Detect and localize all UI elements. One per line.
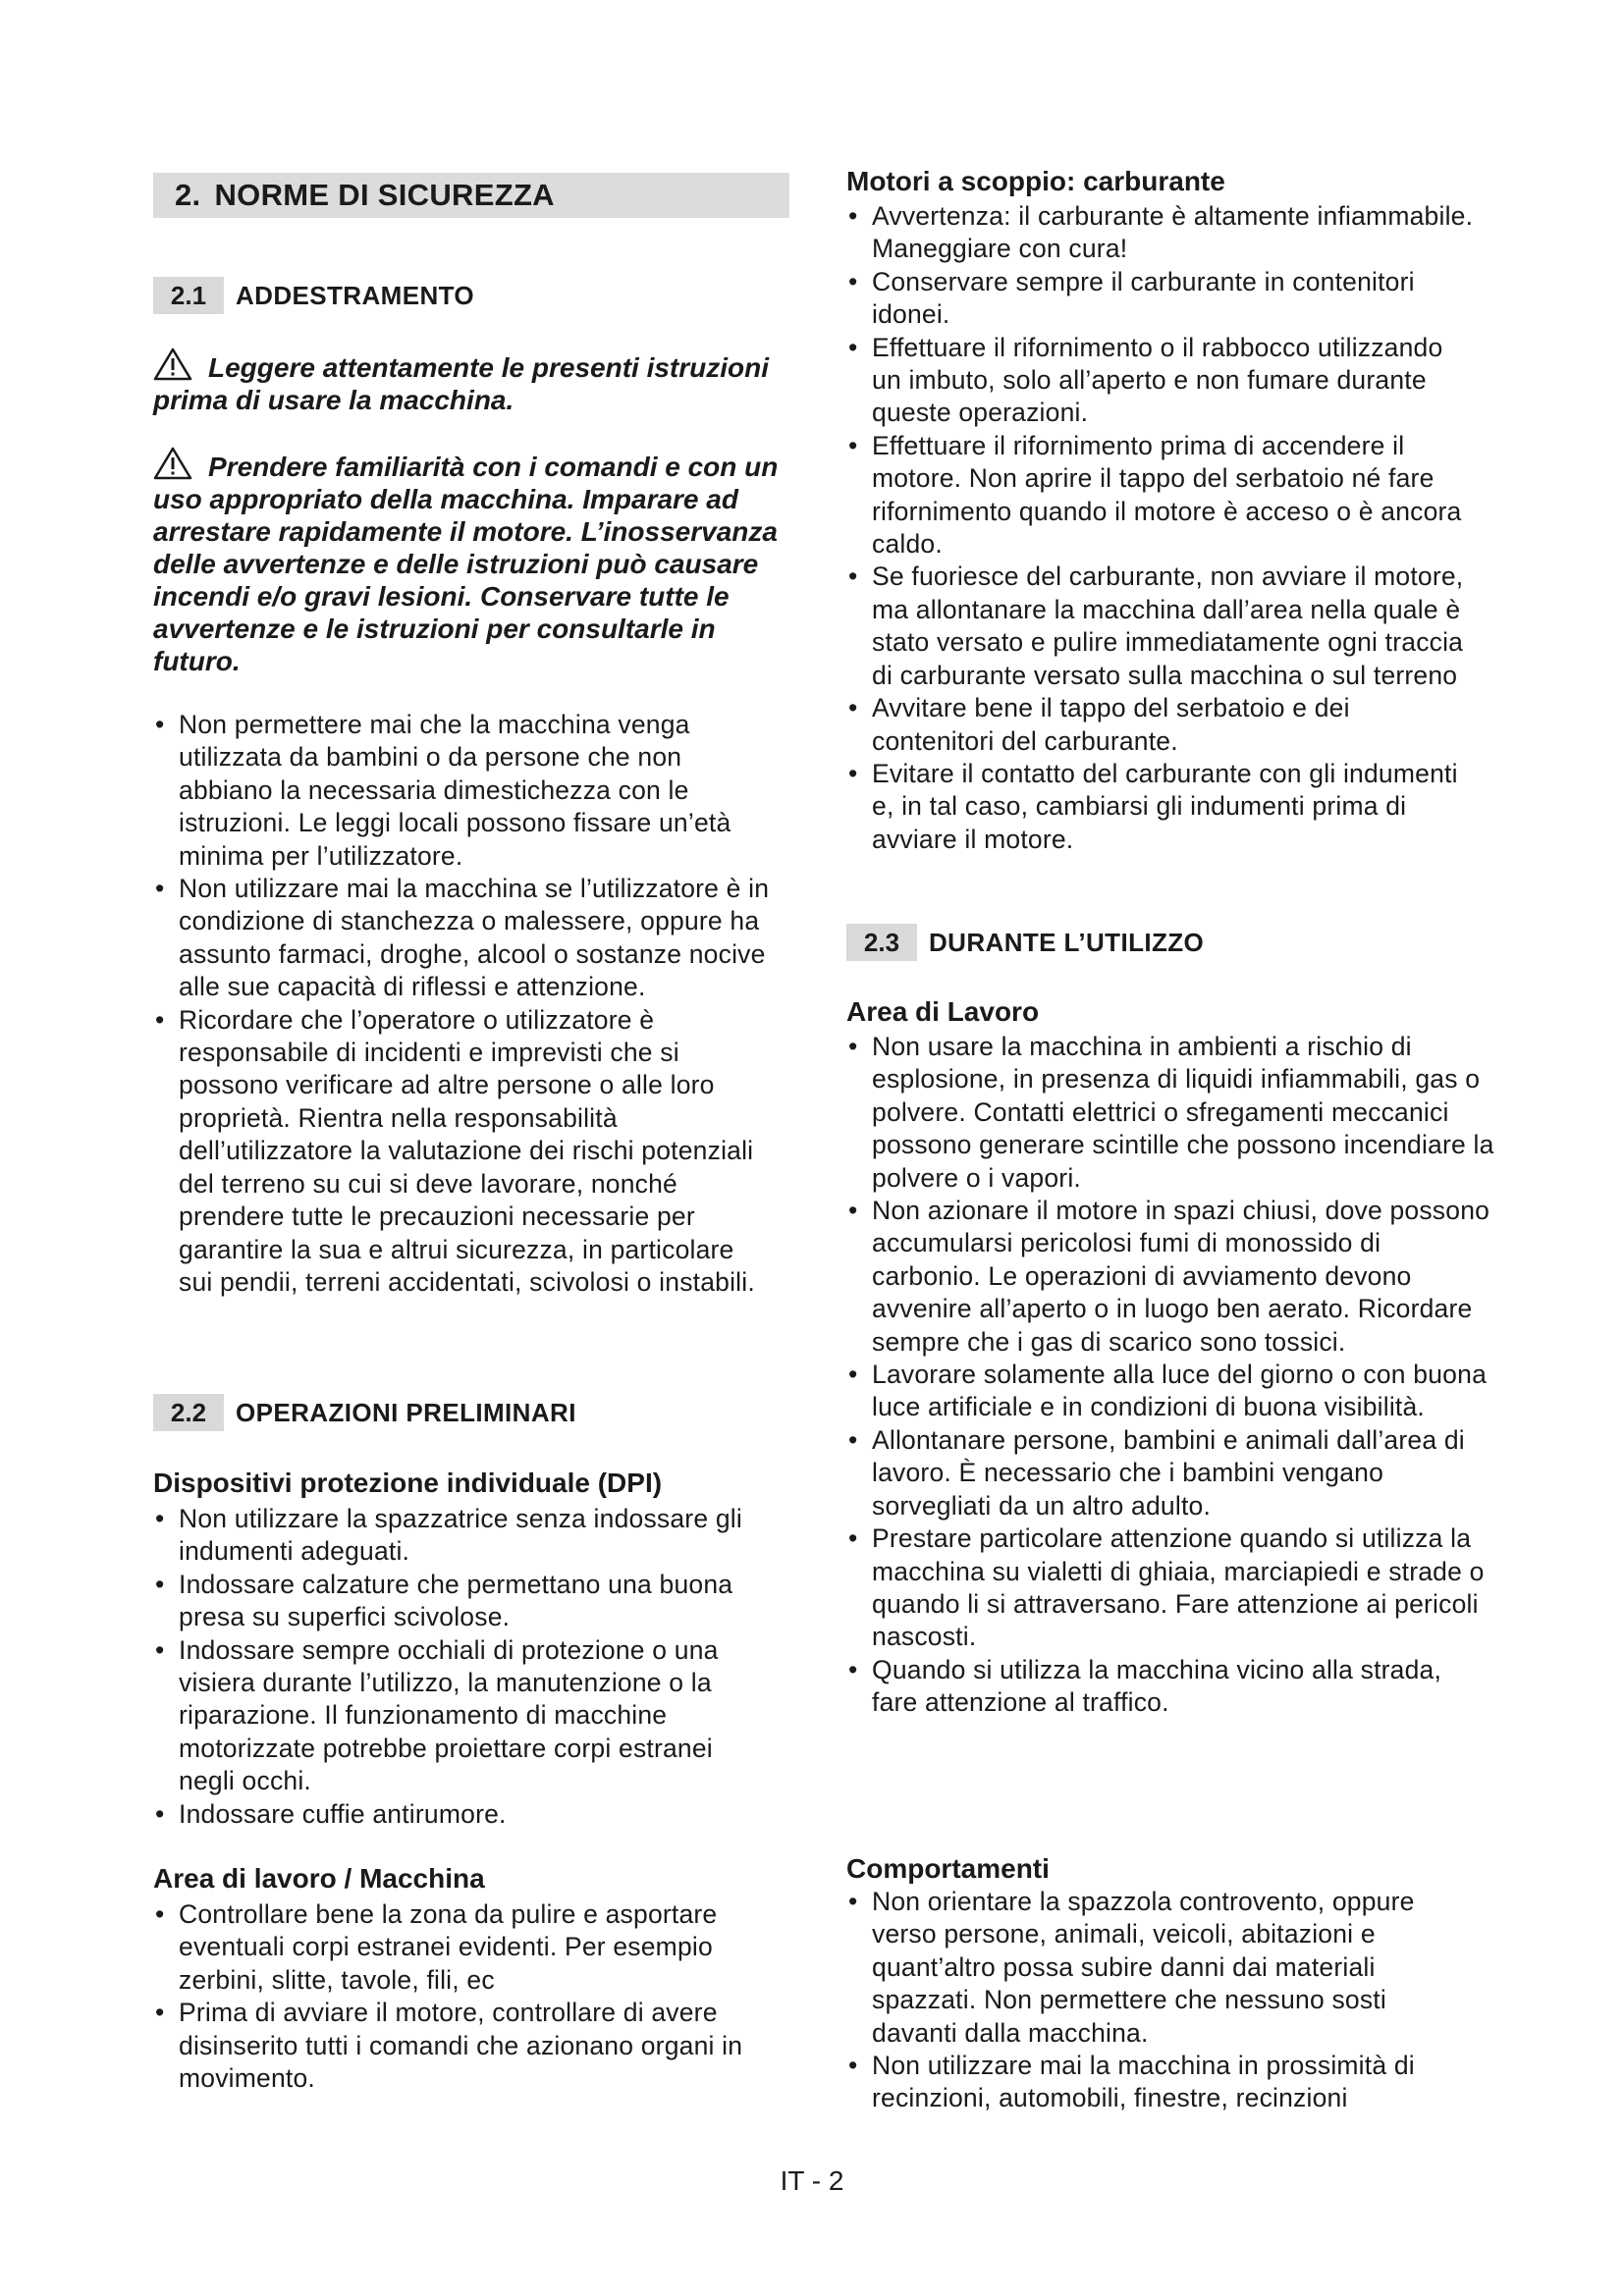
list-item: • Non utilizzare mai la macchina in prossimità di recinzioni, automobili, finestre, recinzioni (846, 2050, 1475, 2115)
list-item: • Lavorare solamente alla luce del giorno o con buona luce artificiale e in condizioni di buona visibilità. (846, 1359, 1494, 1424)
list-item: • Ricordare che l’operatore o utilizzatore è responsabile di incidenti e imprevisti che si possono verificare ad altre persone o alle loro proprietà. Rientra nella responsabilità dell’utilizzatore la valutazione dei rischi potenziali del terreno su cui si deve lavorare, nonché prendere tutte le precauzioni necessarie per garantire la sua e altrui sicurezza, in particolare sui pendii, terreni accidentati, scivolosi o instabili. (153, 1004, 772, 1300)
list-item: • Non permettere mai che la macchina venga utilizzata da bambini o da persone che non abbiano la necessaria dimestichezza con le istruzioni. Le leggi locali possono fissare un’età minima per l’utilizzatore. (153, 709, 772, 873)
list-item: • Allontanare persone, bambini e animali dall’area di lavoro. È necessario che i bambini vengano sorvegliati da un altro adulto. (846, 1424, 1494, 1522)
list-item: • Conservare sempre il carburante in contenitori idonei. (846, 266, 1475, 332)
dpi-subheading: Dispositivi protezione individuale (DPI) (153, 1468, 663, 1498)
page-number: IT - 2 (780, 2165, 844, 2196)
section-number: 2.2 (153, 1394, 224, 1431)
section-heading-2-3 (846, 924, 1204, 961)
work-area-subheading: Area di Lavoro (846, 996, 1040, 1027)
list-item: • Non utilizzare la spazzatrice senza indossare gli indumenti adeguati. (153, 1503, 772, 1569)
dpi-bullet-list (153, 1503, 772, 1831)
warning-familiarity (153, 447, 801, 677)
main-heading-number: 2. (175, 178, 201, 212)
list-item: • Controllare bene la zona da pulire e asportare eventuali corpi estranei evidenti. Per esempio zerbini, slitte, tavole, fili, ec (153, 1898, 772, 1997)
section-number: 2.3 (846, 924, 917, 961)
list-item: • Indossare cuffie antirumore. (153, 1798, 772, 1831)
list-item: • Prestare particolare attenzione quando si utilizza la macchina su vialetti di ghiaia, marciapiedi e strade o quando li si attraversano. Fare attenzione ai pericoli nascosti. (846, 1522, 1494, 1654)
list-item: • Non utilizzare mai la macchina se l’utilizzatore è in condizione di stanchezza o malessere, oppure ha assunto farmaci, droghe, alcool o sostanze nocive alle sue capacità di riflessi e attenzione. (153, 873, 772, 1004)
list-item: • Non azionare il motore in spazi chiusi, dove possono accumularsi pericolosi fumi di monossido di carbonio. Le operazioni di avviamento devono avvenire all’aperto o in luogo ben aerato. Ricordare sempre che i gas di scarico sono tossici. (846, 1195, 1494, 1359)
section-title: OPERAZIONI PRELIMINARI (236, 1397, 576, 1427)
list-item: • Indossare sempre occhiali di protezione o una visiera durante l’utilizzo, la manutenzione o la riparazione. Il funzionamento di macchine motorizzate potrebbe proiettare corpi estranei negli occhi. (153, 1634, 772, 1798)
section-heading-2-2 (153, 1394, 576, 1431)
work-area-bullet-list (846, 1031, 1494, 1720)
list-item: • Effettuare il rifornimento o il rabbocco utilizzando un imbuto, solo all’aperto e non fumare durante queste operazioni. (846, 332, 1475, 430)
warning-text: Prendere familiarità con i comandi e con un uso appropriato della macchina. Imparare ad arrestare rapidamente il motore. L’inosservanza delle avvertenze e delle istruzioni può causare incendi e/o gravi lesioni. Conservare tutte le avvertenze e le istruzioni per consultarle in futuro. (153, 452, 779, 676)
list-item: • Evitare il contatto del carburante con gli indumenti e, in tal caso, cambiarsi gli indumenti prima di avviare il motore. (846, 758, 1475, 856)
fuel-bullet-list (846, 200, 1475, 856)
list-item: • Effettuare il rifornimento prima di accendere il motore. Non aprire il tappo del serbatoio né fare rifornimento quando il motore è acceso o è ancora caldo. (846, 430, 1475, 561)
section-number: 2.1 (153, 277, 224, 314)
training-bullet-list (153, 709, 772, 1299)
list-item: • Non usare la macchina in ambienti a rischio di esplosione, in presenza di liquidi infiammabili, gas o polvere. Contatti elettrici o sfregamenti meccanici possono generare scintille che possono incendiare la polvere o i vapori. (846, 1031, 1494, 1195)
section-title: ADDESTRAMENTO (236, 280, 475, 310)
warning-text: Leggere attentamente le presenti istruzioni prima di usare la macchina. (153, 352, 770, 415)
section-heading-2-1 (153, 277, 474, 314)
warning-read-instructions (153, 347, 791, 416)
list-item: • Se fuoriesce del carburante, non avviare il motore, ma allontanare la macchina dall’area nella quale è stato versato e pulire immediatamente ogni traccia di carburante versato sulla macchina o sul terreno (846, 561, 1475, 692)
main-heading (153, 173, 789, 218)
behaviour-bullet-list (846, 1886, 1475, 2115)
list-item: • Avvitare bene il tappo del serbatoio e dei contenitori del carburante. (846, 692, 1475, 758)
behaviour-subheading: Comportamenti (846, 1853, 1050, 1884)
main-heading-title: NORME DI SICUREZZA (214, 178, 555, 212)
list-item: • Prima di avviare il motore, controllare di avere disinserito tutti i comandi che azionano organi in movimento. (153, 1997, 772, 2095)
list-item: • Quando si utilizza la macchina vicino alla strada, fare attenzione al traffico. (846, 1654, 1494, 1720)
work-area-subheading: Area di lavoro / Macchina (153, 1863, 485, 1894)
section-title: DURANTE L’UTILIZZO (929, 927, 1205, 957)
list-item: • Indossare calzature che permettano una buona presa su superfici scivolose. (153, 1569, 772, 1634)
warning-triangle-icon (153, 447, 192, 480)
warning-triangle-icon (153, 347, 192, 381)
list-item: • Avvertenza: il carburante è altamente infiammabile. Maneggiare con cura! (846, 200, 1475, 266)
fuel-subheading: Motori a scoppio: carburante (846, 166, 1225, 196)
list-item: • Non orientare la spazzola controvento, oppure verso persone, animali, veicoli, abitazioni e quant’altro possa subire danni dai materiali spazzati. Non permettere che nessuno sosti davanti dalla macchina. (846, 1886, 1475, 2050)
work-area-bullet-list (153, 1898, 772, 2095)
